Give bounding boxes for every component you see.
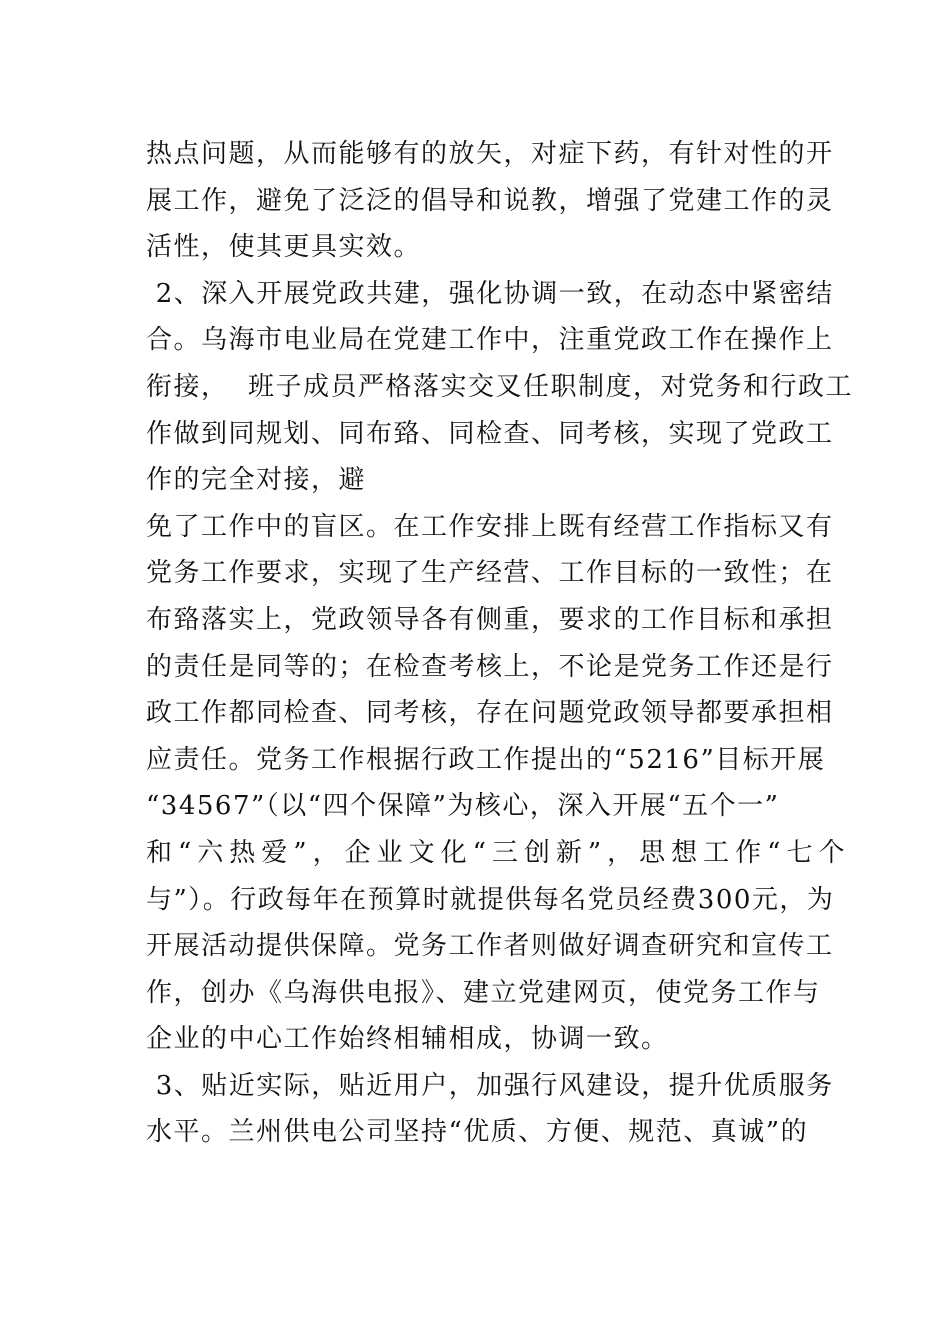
text-line: 作做到同规划、同布臵、同检查、同考核，实现了党政工 [146, 418, 834, 449]
body-text [146, 131, 854, 1156]
text-line: 免了工作中的盲区。在工作安排上既有经营工作指标又有 [146, 511, 834, 542]
text-line: 3、贴近实际，贴近用户，加强行风建设，提升优质服务 [146, 1070, 834, 1101]
text-line: 应责任。党务工作根据行政工作提出的“5216”目标开展 [146, 744, 826, 775]
text-line: 企业的中心工作始终相辅相成，协调一致。 [146, 1024, 669, 1055]
text-line: “34567”（以“四个保障”为核心，深入开展“五个一” [146, 791, 780, 822]
text-line: 合。乌海市电业局在党建工作中，注重党政工作在操作上 [146, 325, 834, 356]
text-line: 水平。兰州供电公司坚持“优质、方便、规范、真诚”的 [146, 1117, 809, 1148]
text-line: 的责任是同等的；在检查考核上，不论是党务工作还是行 [146, 651, 834, 682]
text-line: 热点问题，从而能够有的放矢，对症下药，有针对性的开 [146, 139, 834, 169]
text-line: 衔接， 班子成员严格落实交叉任职制度，对党务和行政工 [146, 371, 854, 402]
text-line: 与”）。行政每年在预算时就提供每名党员经费300元，为 [146, 884, 835, 915]
text-line: 作的完全对接，避 [146, 465, 367, 496]
text-line: 开展活动提供保障。党务工作者则做好调查研究和宣传工 [146, 931, 834, 962]
text-line: 活性，使其更具实效。 [146, 232, 422, 263]
text-line: 政工作都同检查、同考核，存在问题党政领导都要承担相 [146, 698, 834, 729]
text-line: 展工作，避免了泛泛的倡导和说教，增强了党建工作的灵 [146, 185, 834, 216]
text-line: 2、深入开展党政共建，强化协调一致，在动态中紧密结 [146, 278, 834, 309]
text-line: 和“六热爱”，企业文化“三创新”，思想工作“七个 [146, 837, 851, 868]
text-line: 布臵落实上，党政领导各有侧重，要求的工作目标和承担 [146, 604, 834, 635]
text-line: 作，创办《乌海供电报》、建立党建网页，使党务工作与 [146, 977, 821, 1008]
text-line: 党务工作要求，实现了生产经营、工作目标的一致性；在 [146, 558, 834, 589]
